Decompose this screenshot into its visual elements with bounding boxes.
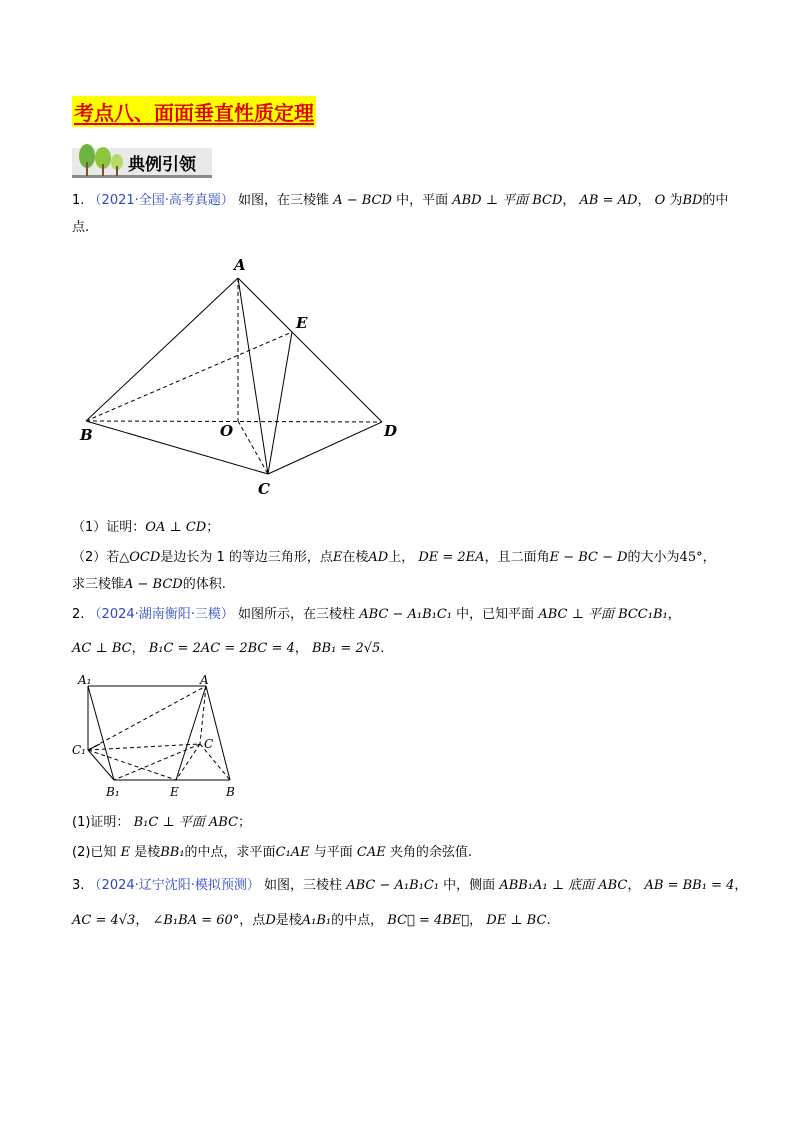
text: ，	[627, 878, 641, 893]
math: E − BC − D	[549, 550, 628, 565]
math: D	[265, 913, 276, 928]
label-C1: C₁	[72, 743, 86, 757]
label-E: E	[296, 314, 308, 332]
math: OA ⊥ CD	[145, 520, 207, 535]
math: BD	[682, 193, 703, 208]
text: ，	[702, 550, 716, 565]
label-D: D	[384, 422, 398, 440]
problem-number: 1.	[72, 193, 85, 208]
math: AC = 4√3	[72, 913, 136, 928]
math: E	[120, 845, 131, 860]
math: A − BCD	[333, 193, 392, 208]
text: 在棱	[342, 550, 369, 565]
math: 45°	[679, 550, 703, 565]
problem-source: （2024·湖南衡阳·三模）	[88, 607, 234, 622]
text: .	[380, 641, 385, 656]
problem-number: 2.	[72, 607, 85, 622]
problem-1-q2-line-2	[72, 576, 226, 594]
text: 求三棱锥	[72, 577, 125, 592]
problem-2-q2	[72, 844, 472, 862]
text: ，	[294, 641, 308, 656]
text: 的大小为	[627, 550, 680, 565]
problem-source: （2021·全国·高考真题）	[88, 193, 234, 208]
text: ，	[734, 878, 748, 893]
math: B₁C ⊥ 平面 ABC	[133, 815, 239, 830]
math: DE ⊥ BC	[486, 913, 547, 928]
problem-1-line-1	[72, 192, 728, 210]
text: 中，已知平面	[456, 607, 535, 622]
math: A₁B₁	[301, 913, 332, 928]
math: ABC − A₁B₁C₁	[346, 878, 440, 893]
problem-1-q2	[72, 549, 716, 567]
problem-2-line-2	[72, 640, 384, 658]
text: 中，平面	[396, 193, 449, 208]
text: 如图，在三棱锥	[238, 193, 330, 208]
math: BB₁	[160, 845, 185, 860]
text: （2）若	[72, 550, 120, 565]
text: 夹角的余弦值.	[389, 845, 473, 860]
text: 是棱	[134, 845, 161, 860]
math: ABD ⊥ 平面 BCD	[452, 193, 563, 208]
math: CAE	[356, 845, 386, 860]
text: 是棱	[275, 913, 302, 928]
math: C₁AE	[275, 845, 310, 860]
text: ，	[135, 913, 149, 928]
text: 的体积.	[182, 577, 226, 592]
math: BC⃗ = 4BE⃗	[387, 913, 470, 928]
text: （1）证明：	[72, 520, 146, 535]
problem-source: （2024·辽宁沈阳·模拟预测）	[88, 878, 260, 893]
math: O	[654, 193, 666, 208]
label-B: B	[80, 426, 93, 444]
text: ，且二面角	[484, 550, 550, 565]
section-label: 典例引领	[128, 155, 196, 175]
label-A: A	[234, 256, 246, 274]
math: AB = AD	[579, 193, 638, 208]
problem-1-q1	[72, 519, 219, 537]
text: 如图所示，在三棱柱	[238, 607, 356, 622]
text: 中，侧面	[443, 878, 496, 893]
text: ，	[637, 193, 651, 208]
math: B₁C = 2AC = 2BC = 4	[148, 641, 295, 656]
text: ，点	[239, 913, 266, 928]
label-E: E	[170, 785, 179, 799]
math: AB = BB₁ = 4	[644, 878, 735, 893]
text: ，	[667, 607, 681, 622]
problem-number: 3.	[72, 878, 85, 893]
math: AC ⊥ BC	[72, 641, 132, 656]
problem-3-line-1	[72, 877, 747, 895]
math: A − BCD	[124, 577, 183, 592]
text: 是边长为 1 的等边三角形，点	[160, 550, 333, 565]
math: ABC − A₁B₁C₁	[359, 607, 453, 622]
label-B1: B₁	[106, 785, 120, 799]
text: 为	[669, 193, 683, 208]
text: 上，	[388, 550, 415, 565]
text: ，	[562, 193, 576, 208]
text: ，	[469, 913, 483, 928]
problem-2-q1	[72, 814, 251, 832]
math: ABB₁A₁ ⊥ 底面 ABC	[499, 878, 628, 893]
text: ；	[238, 815, 252, 830]
text: (2)已知	[72, 845, 117, 860]
math: E	[332, 550, 343, 565]
text: ，	[131, 641, 145, 656]
figure-prism	[70, 672, 250, 802]
figure-tetrahedron	[70, 250, 410, 500]
text: 的中点，求平面	[184, 845, 276, 860]
text: 的中	[702, 193, 729, 208]
math: ∠B₁BA = 60°	[152, 913, 240, 928]
label-A: A	[200, 673, 209, 687]
label-A1: A₁	[78, 673, 92, 687]
math: ABC ⊥ 平面 BCC₁B₁	[538, 607, 668, 622]
problem-3-line-2	[72, 912, 551, 930]
label-C: C	[258, 480, 270, 498]
label-O: O	[220, 422, 234, 440]
label-C: C	[204, 737, 214, 751]
math: DE = 2EA	[418, 550, 485, 565]
text: ；	[206, 520, 220, 535]
math: AD	[368, 550, 389, 565]
text: .	[546, 913, 551, 928]
text: 点.	[72, 220, 90, 235]
problem-2-line-1	[72, 606, 681, 624]
text: 与平面	[313, 845, 353, 860]
label-B: B	[226, 785, 235, 799]
math: BB₁ = 2√5	[311, 641, 381, 656]
text: 的中点，	[331, 913, 384, 928]
math: △OCD	[119, 550, 161, 565]
text: (1)证明：	[72, 815, 130, 830]
problem-1-line-2	[72, 219, 89, 237]
text: 如图，三棱柱	[264, 878, 343, 893]
page-title: 考点八、面面垂直性质定理	[72, 96, 316, 127]
